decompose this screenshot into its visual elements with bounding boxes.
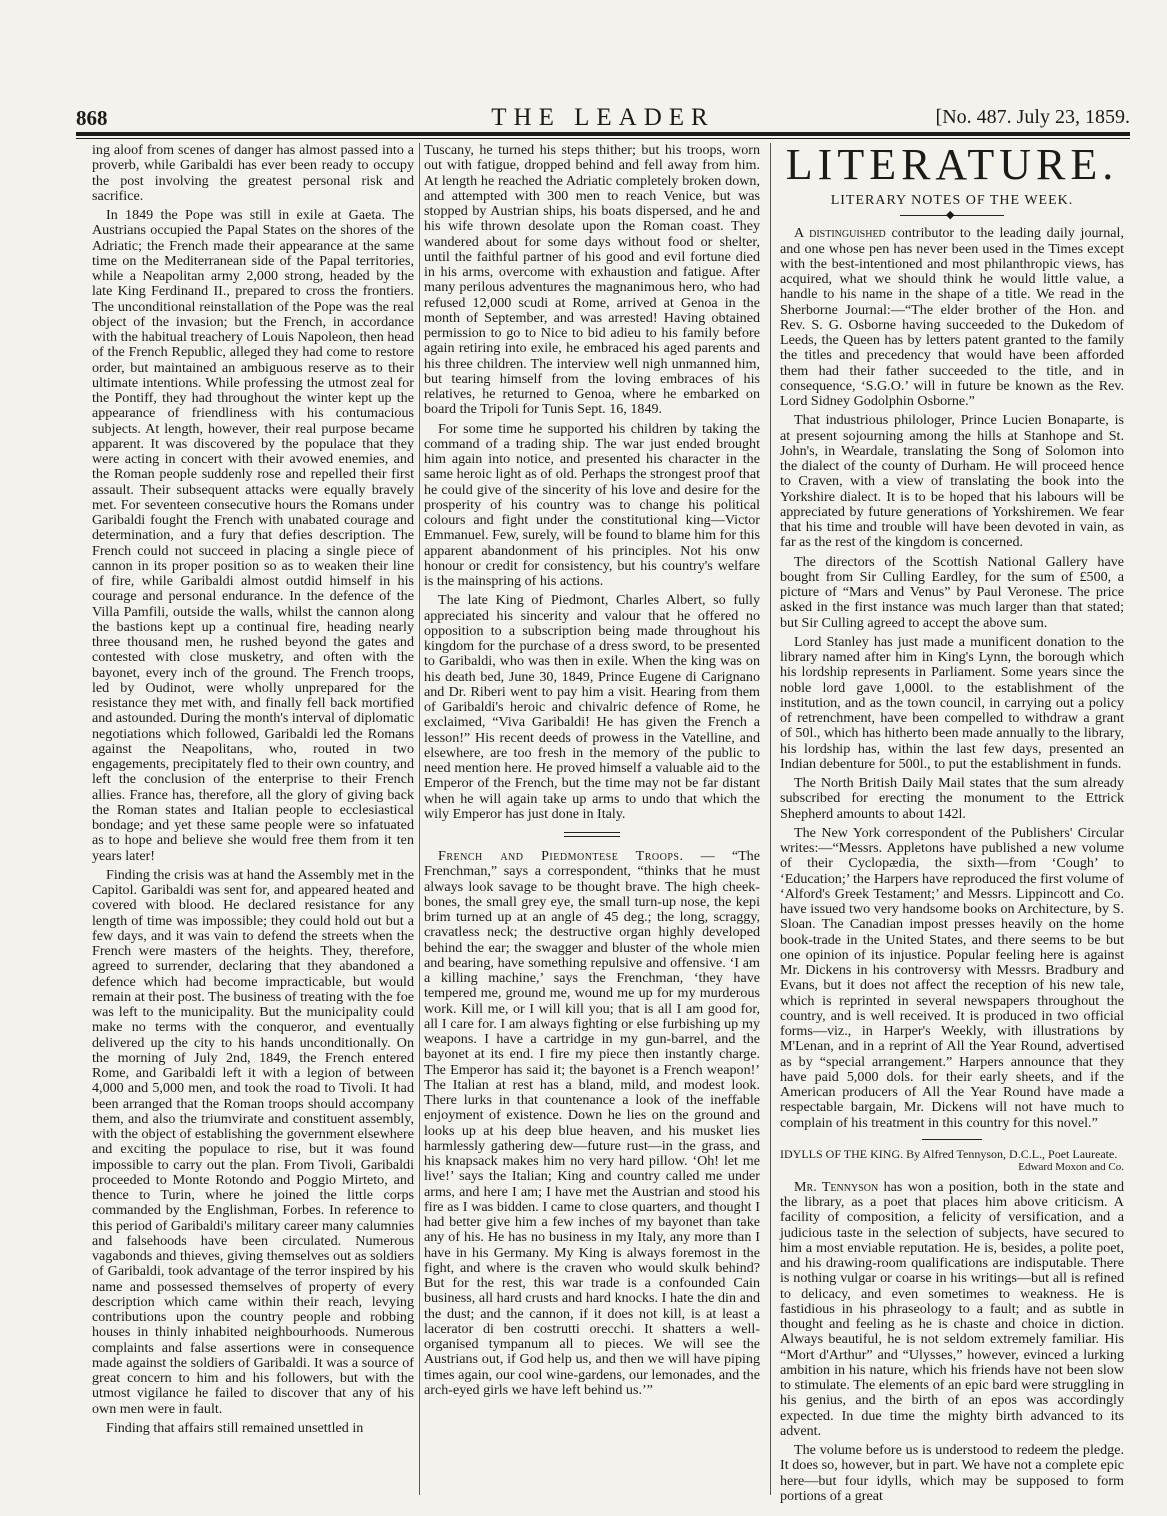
note-paragraph: Lord Stanley has just made a munificent donation to the library named after him in King's Lynn, the borough which his lordship represents in Parliament. Some years since the noble lord gave 1,000l. to the establishment of the institution, and as the town council, in carrying out a policy of retrenchment, have been compelled to withdraw a grant of 50l., which has hitherto been made annually to the library, his lordship has, within the last few days, presented an Indian debenture for 500l., to put the establishment in funds. <box>780 633 1124 772</box>
review-author: By Alfred Tennyson, D.C.L., Poet Laureate. <box>906 1146 1118 1161</box>
note-text: contributor to the leading daily journal, and one whose pen has never been used in the Times except with the best-intentioned and most philanthropic views, has acquired, what we should think he would little value, a handle to his name in the shape of a title. We read in the Sherborne Journal:—“The elder brother of the Hon. and Rev. S. G. Osborne having succeeded to the Dukedom of Leeds, the Queen has by letters patent granted to the family the titles and precedency that would have been afforded them had their father succeeded to the title, and in consequence, ‘S.G.O.’ will in future be known as the Rev. Lord Sidney Godolphin Osborne.” <box>780 225 1124 409</box>
article-paragraph: Tuscany, he turned his steps thither; but his troops, worn out with fatigue, dropped behind and fell away from him. At length he reached the Adriatic completely broken down, and attempted with 300 men to reach Venice, but was stopped by Austrian ships, his boats dispersed, and he and his wife thrown desolate upon the Roman coast. They wandered about for some days without food or shelter, until the faithful partner of his good and evil fortune died in his arms, overcome with exhaustion and fatigue. After many perilous adventures the magnanimous hero, who had refused 12,000 scudi at Rome, arrived at Genoa in the month of September, and was arrested! Having obtained permission to go to Nice to bid adieu to his family before again retiring into exile, he embraced his aged parents and his three children. The interview well nigh unmanned him, but tearing himself from the loving embraces of his relatives, he returned to Genoa, where he embarked on board the Tripoli for Tunis Sept. 16, 1849. <box>424 142 760 418</box>
column-divider-2 <box>770 143 771 1495</box>
ornament-rule <box>780 210 1124 222</box>
note-paragraph: The New York correspondent of the Publishers' Circular writes:—“Messrs. Appletons have published a new volume of their Cyclopædia, the sixth—from ‘Cough’ to ‘Education;’ the Harpers have reproduced the first volume of ‘Alford's Greek Testament;’ and Messrs. Lippincott and Co. have issued two very handsome books on Architecture, by S. Sloan. The Canadian impost presses heavily on the home book-trade in the United States, and there seems to be but one opinion of its injustice. Popular feeling here is against Mr. Dickens in his controversy with Messrs. Bradbury and Evans, but it does not affect the reception of his new tale, which is reprinted in several newspapers throughout the country, and is well received. It is produced in two official forms—viz., in Harper's Weekly, with illustrations by M'Lenan, and in a reprint of All the Year Round, advertised as by “special arrangement.” Harpers announce that they have paid 5,000 dols. for their early sheets, and if the American producers of All the Year Round have made a respectable bargain, Mr. Dickens will not have much to complain of his treatment in this country for this novel.” <box>780 824 1124 1131</box>
review-heading <box>780 1148 1124 1174</box>
masthead-title: THE LEADER <box>491 104 715 131</box>
column-divider-1 <box>419 143 420 1495</box>
section-label: French and Piedmontese Troops. <box>438 848 684 864</box>
section-divider <box>564 832 620 837</box>
column-3 <box>780 140 1124 1504</box>
page-number: 868 <box>76 106 108 130</box>
article-paragraph: ing aloof from scenes of danger has almost passed into a proverb, while Garibaldi has ever been ready to occupy the post involving the greatest personal risk and sacrifice. <box>92 142 414 204</box>
section-title: LITERATURE. <box>785 140 1119 189</box>
section-divider <box>922 1139 982 1140</box>
article-paragraph: Finding that affairs still remained unsettled in <box>106 1419 364 1436</box>
column-2 <box>424 143 760 1495</box>
header-rule-thick <box>76 132 1130 136</box>
article-paragraph <box>424 849 760 1398</box>
review-publisher: Edward Moxon and Co. <box>1018 1160 1124 1173</box>
note-paragraph <box>780 226 1124 409</box>
lead-words: A distinguished <box>794 225 886 242</box>
article-paragraph: In 1849 the Pope was still in exile at Gaeta. The Austrians occupied the Papal States on the shores of the Adriatic; the French made their appearance at the same time on the Mediterranean side of the Papal territories, while a Neapolitan army 2,000 strong, headed by the late King Ferdinand II., prepared to cross the frontiers. The unconditional reinstallation of the Pope was the real object of the invasion; but the French, in accordance with the habitual treachery of Louis Napoleon, then head of the French Republic, alleged they had come to restore order, but maintained an ambiguous reserve as to their ultimate intentions. While professing the utmost zeal for the Pontiff, they had throughout the winter kept up the appearance of friendliness with his contumacious subjects. At length, however, their real purpose became apparent. It was discovered by the populace that they were acting in concert with their avowed enemies, and the Roman people suddenly rose and repelled their first assault. Their subsequent attacks were equally bravely met. For seventeen consecutive hours the Romans under Garibaldi fought the French with unabated courage and determination, and a fury that defies description. The French could not succeed in placing a single piece of cannon in its proper position so as to weaken their line of fire, while Garibaldi almost outdid himself in his courage and personal endurance. In the defence of the Villa Pamfili, outside the walls, whilst the cannon along the bastions kept up a continual fire, heading nearly three thousand men, he rushed beyond the gates and contested with close musketry, and often with the bayonet, every inch of the ground. The French troops, led by Oudinot, were wholly unprepared for the resistance they met with, and finally fell back mortified and astounded. During the month's interval of diplomatic negotiations which followed, Garibaldi led the Romans against the Neapolitans, who, routed in two engagements, precipitately fled to their own country, and left the conclusion of the enterprise to their French allies. France has, therefore, all the glory of giving back the Roman states and Italian people to ecclesiastical bondage; and yet these same people were so infatuated as to hope and believe she would free them from it ten years later! <box>92 207 414 864</box>
lead-words: Mr. Tennyson <box>794 1178 879 1195</box>
column-1 <box>92 143 414 1495</box>
note-paragraph: That industrious philologer, Prince Lucien Bonaparte, is at present sojourning among the hills at Stanhope and St. John's, in Weardale, translating the Song of Solomon into the dialect of the county of Durham. He will proceed hence to Craven, with a view of translating the book into the Yorkshire dialect. It is to be hoped that his labours will be appreciated by future generations of Yorkshiremen. We fear that his time and trouble will have been devoted in vain, as far as the rest of the kingdom is concerned. <box>780 412 1124 551</box>
subsection-title: LITERARY NOTES OF THE WEEK. <box>830 193 1074 208</box>
article-paragraph: The late King of Piedmont, Charles Albert, so fully appreciated his sincerity and valour that he offered no opposition to a subscription being made throughout his kingdom for the purchase of a dress sword, to be presented to Garibaldi, who was then in exile. When the king was on his death bed, June 30, 1849, Prince Eugene di Carignano and Dr. Riberi went to pay him a visit. Hearing from them of Garibaldi's heroic and chivalric defence of Rome, he exclaimed, “Viva Garibaldi! He has given the French a lesson!” His recent deeds of prowess in the Vatelline, and elsewhere, are too fresh in the memory of the public to need mention here. He proved himself a valuable aid to the Emperor of the French, but the time may not be far distant when he will again take up arms to undo that which the wily Emperor has just done in Italy. <box>424 592 760 822</box>
page-header <box>76 104 1130 134</box>
note-paragraph: The directors of the Scottish National Gallery have bought from Sir Culling Eardley, for the sum of £500, a picture of “Mars and Venus” by Paul Veronese. The price asked in the first instance was much larger than that stated; but Sir Culling agreed to accept the above sum. <box>780 553 1124 631</box>
review-paragraph <box>780 1180 1124 1439</box>
review-title: IDYLLS OF THE KING. <box>780 1146 904 1161</box>
issue-date: [No. 487. July 23, 1859. <box>935 106 1130 128</box>
review-text: has won a position, both in the state and the library, as a poet that places him above criticism. A facility of composition, a felicity of versification, and a judicious taste in the selection of subjects, have secured to him a most enviable reputation. He is, besides, a polite poet, and his drawing-room qualifications are indisputable. There is nothing vulgar or coarse in his writings—but all is refined to delicacy, and even sometimes to weakness. He is fastidious in his phraseology to a fault; and as subtle in thought and feeling as he is chaste and choice in diction. Always beautiful, he is not seldom extremely familiar. His “Mort d'Arthur” and “Ulysses,” however, evinced a lurking ambition in his nature, which his friends have not been slow to stimulate. The elements of an epic bard were struggling in his genius, and the birth of an epos was accordingly expected. In due time the mighty birth advanced to its advent. <box>780 1178 1124 1439</box>
article-paragraph: For some time he supported his children by taking the command of a trading ship. The war just ended brought him again into notice, and presented his character in the same heroic light as of old. Perhaps the strongest proof that he could give of the sincerity of his love and desire for the prosperity of his country was to change his political colours and fight under the constitutional king—Victor Emmanuel. Few, surely, will be found to blame him for this apparent abandonment of his principles. Not his onw honour or credit for consistency, but his country's welfare is the mainspring of his actions. <box>424 420 760 589</box>
review-paragraph: The volume before us is understood to redeem the pledge. It does so, however, but in part. We have not a complete epic here—but four idylls, which may be supposed to form portions of a great <box>780 1442 1124 1504</box>
header-rule-thin <box>76 138 1130 139</box>
diamond-icon: ◆ <box>946 209 955 222</box>
article-text: — “The Frenchman,” says a correspondent, “thinks that he must always look savage to be thought brave. The high cheek-bones, the small grey eye, the small turn-up nose, the kepi brim turned up at an angle of 45 deg.; the long, scraggy, cravatless neck; the destructive organ highly developed behind the ear; the swagger and bluster of the whole mien and bearing, have something repulsive and offensive. ‘I am a killing machine,’ says the Frenchman, ‘they have tempered me, ground me, wound me up for my murderous work. Kill me, or I will kill you; that is all I am good for, all I care for. I am always fighting or else furbishing up my weapons. I have a cartridge in my gun-barrel, and the bayonet at its end. I fire my piece then instantly charge. The Emperor has said it; the bayonet is a French weapon!’ The Italian at rest has a bland, mild, and modest look. There lurks in that countenance a look of the ineffable enjoyment of existence. Down he lies on the ground and looks up at his deep blue heaven, and his musket lies harmlessly gathering dew—future rust—in the grass, and his knapsack makes him no very hard pillow. ‘Oh! let me live!’ says the Italian; King and country called me under arms, and here I am; I have met the Austrian and stood his fire as I was bidden. I came to close quarters, and thought I had better give him a few inches of my bayonet than take any of his. He has no business in my Italy, any more than I have in his Germany. My King is always foremost in the fight, and where is the craven who would skulk behind? But for the rest, this war trade is a confounded Cain business, all hard crusts and hard knocks. I hate the din and the dust; and the cannon, if it does not kill, is at least a lacerator di ben costrutti orecchi. It shatters a well-organised tympanum all to pieces. We will see the Austrians out, if God help us, and then we will have piping times again, our cool wine-gardens, our lemonades, and the arch-eyed girls we have left behind us.’” <box>424 848 760 1398</box>
article-paragraph: Finding the crisis was at hand the Assembly met in the Capitol. Garibaldi was sent for, and appeared heated and covered with blood. He declared resistance for any length of time was impossible; they could hold out but a few days, and it was vain to defend the streets when the French were masters of the heights. They, therefore, agreed to surrender, declaring that they abandoned a defence which had become impracticable, but would remain at their post. The business of treating with the foe was left to the municipality. But the municipality could make no terms with the conqueror, and eventually delivered up the city to his hands unconditionally. On the morning of July 2nd, 1849, the French entered Rome, and Garibaldi left it with a legion of between 4,000 and 5,000 men, and took the road to Tivoli. It had been arranged that the Roman troops should accompany them, and also the triumvirate and constituent assembly, with the object of establishing the government elsewhere and exciting the populace to rise, but it was found impossible to carry out the plan. From Tivoli, Garibaldi proceeded to Monte Rotondo and Poggio Mirteto, and thence to Turin, where he joined the little corps commanded by the Englishman, Forbes. In reference to this period of Garibaldi's military career many calumnies and falsehoods have been circulated. Numerous vagabonds and thieves, giving themselves out as soldiers of Garibaldi, took advantage of the terror inspired by his name and possessed themselves of property of every description which came within their reach, levying contributions upon the country people and robbing houses in thinly inhabited neighbourhoods. Numerous complaints and false assertions were in consequence made against the soldiers of Garibaldi. It was a source of great concern to him and his followers, but with the utmost vigilance he failed to discover that any of his own men were in fault. <box>92 866 414 1417</box>
note-paragraph: The North British Daily Mail states that the sum already subscribed for erecting the monument to the Ettrick Shepherd amounts to about 142l. <box>780 775 1124 822</box>
